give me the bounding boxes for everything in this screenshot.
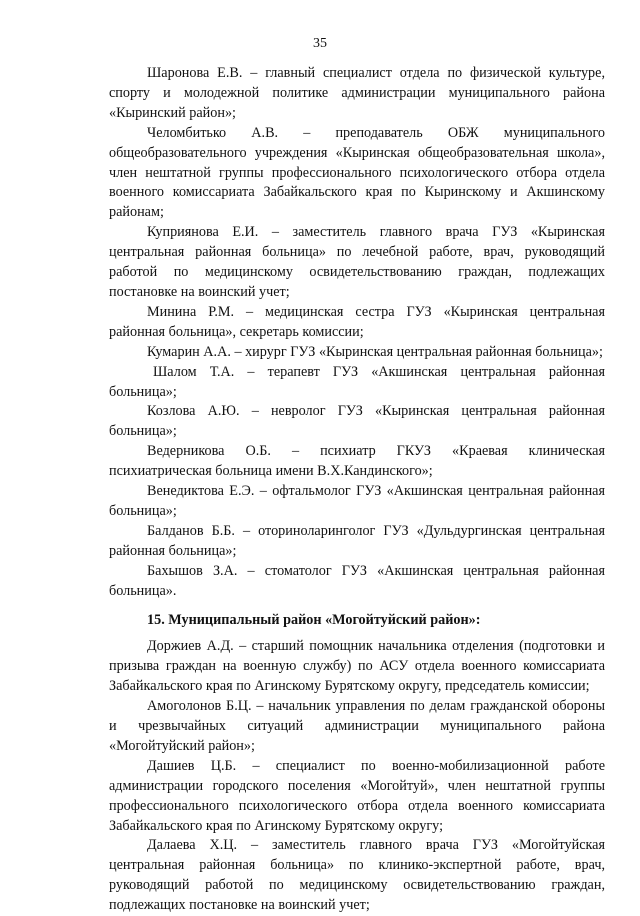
member-dashiev: Дашиев Ц.Б. – специалист по военно-мобилизационной работе администрации городского поселения «Могойтуй», член нештатной группы профессионального психологического отбора отдела военного комиссариата Забайкальского края по Агинскому Бурятскому округу; xyxy=(109,757,605,834)
member-baldanov: Балданов Б.Б. – оториноларинголог ГУЗ «Дульдургинская центральная районная больница»; xyxy=(109,522,605,559)
member-bakhyshov: Бахышов З.А. – стоматолог ГУЗ «Акшинская центральная районная больница». xyxy=(109,562,605,599)
member-kupriyanova: Куприянова Е.И. – заместитель главного врача ГУЗ «Кыринская центральная районная больница» по лечебной работе, врач, руководящий работой по медицинскому освидетельствованию граждан, подлежащих постановке на воинский учет; xyxy=(109,224,605,300)
member-sharonova: Шаронова Е.В. – главный специалист отдела по физической культуре, спорту и молодежной политике администрации муниципального района «Кыринский район»; xyxy=(109,65,605,121)
member-shalom: Шалом Т.А. – терапевт ГУЗ «Акшинская центральная районная больница»; xyxy=(109,363,605,400)
member-minina: Минина Р.М. – медицинская сестра ГУЗ «Кыринская центральная районная больница», секретарь комиссии; xyxy=(109,303,605,340)
member-vedernikova: Ведерникова О.Б. – психиатр ГКУЗ «Краевая клиническая психиатрическая больница имени В.Х.Кандинского»; xyxy=(109,443,605,480)
member-dalaeva: Далаева Х.Ц. – заместитель главного врача ГУЗ «Могойтуйская центральная районная больница» по клинико-экспертной работе, врач, руководящий работой по медицинскому освидетельствованию граждан, подлежащих постановке на воинский учет; xyxy=(109,837,605,914)
member-kumarin: Кумарин А.А. – хирург ГУЗ «Кыринская центральная районная больница»; xyxy=(147,343,603,360)
member-dorzhiev: Доржиев А.Д. – старший помощник начальника отделения (подготовки и призыва граждан на военную службу) по АСУ отдела военного комиссариата Забайкальского края по Агинскому Бурятскому округу, председатель комиссии; xyxy=(109,638,605,695)
member-amogolonov: Амоголонов Б.Ц. – начальник управления по делам гражданской обороны и чрезвычайных ситуаций администрации муниципального района «Могойтуйский район»; xyxy=(109,698,605,754)
page-content xyxy=(109,64,605,916)
section-heading-mogoytuy: 15. Муниципальный район «Могойтуйский район»: xyxy=(147,612,481,629)
page-number: 35 xyxy=(313,36,327,51)
member-chelombitko: Челомбитько А.В. – преподаватель ОБЖ муниципального общеобразовательного учреждения «Кыринская общеобразовательная школа», член нештатной группы профессионального психологического отбора отдела военного комиссариата Забайкальского края по Кыринскому и Акшинскому районам; xyxy=(109,124,605,221)
member-kozlova: Козлова А.Ю. – невролог ГУЗ «Кыринская центральная районная больница»; xyxy=(109,403,605,440)
member-venediktova: Венедиктова Е.Э. – офтальмолог ГУЗ «Акшинская центральная районная больница»; xyxy=(109,483,605,519)
